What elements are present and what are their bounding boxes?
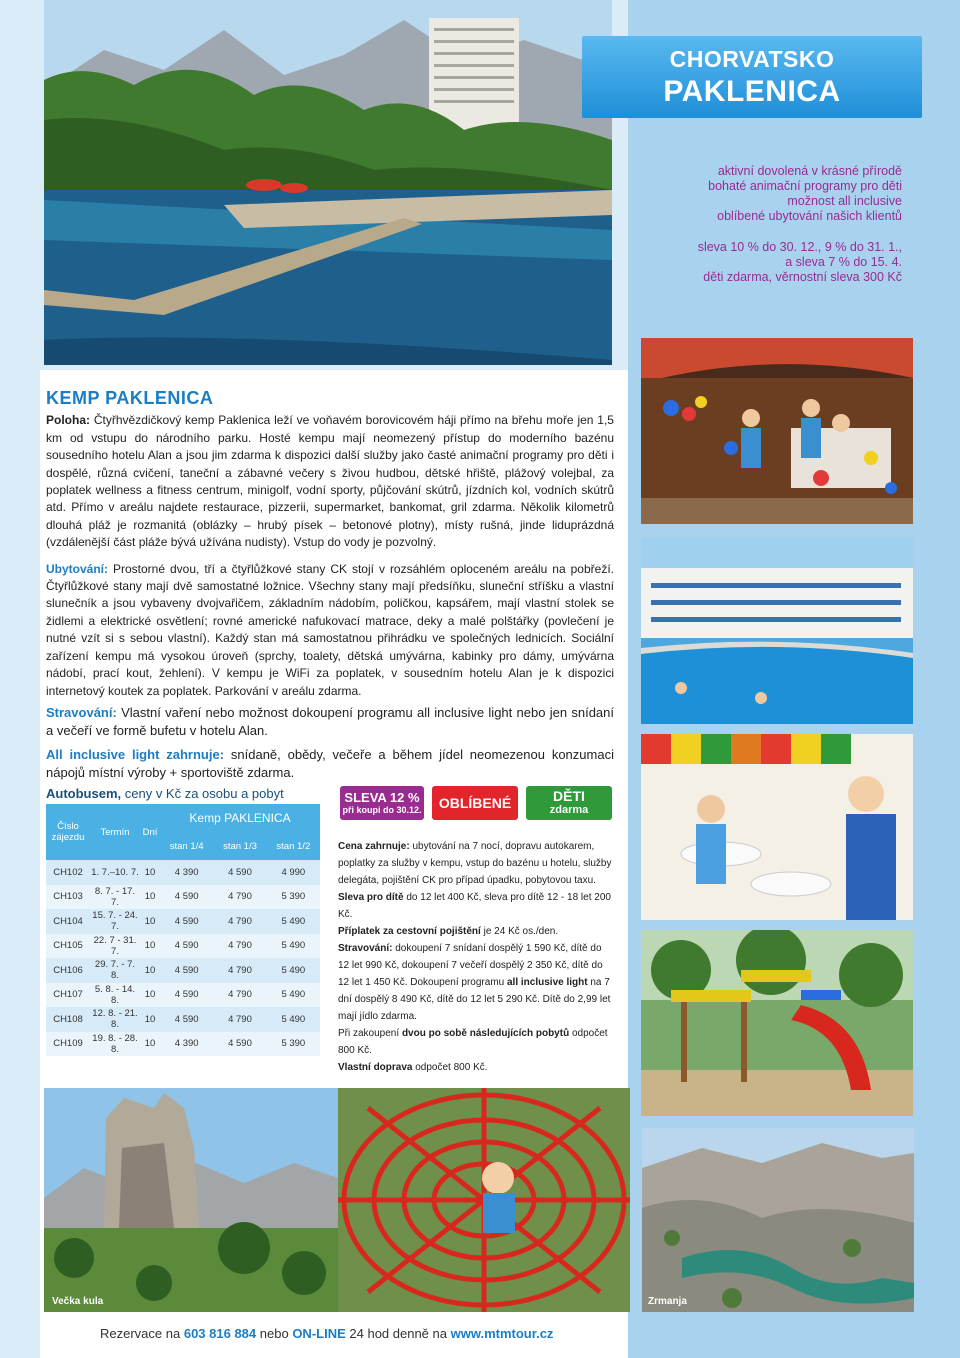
table-cell-code: CH105 bbox=[46, 934, 90, 959]
table-cell-s4: 4 390 bbox=[160, 860, 213, 885]
table-cell-days: 10 bbox=[140, 934, 160, 959]
child-discount bbox=[338, 889, 612, 923]
table-cell-s2: 5 390 bbox=[267, 1032, 320, 1057]
table-cell-s3: 4 790 bbox=[213, 934, 266, 959]
footer bbox=[100, 1326, 553, 1341]
rope-climb-photo bbox=[338, 1088, 630, 1312]
playground-photo bbox=[641, 930, 913, 1116]
destination-header bbox=[582, 36, 922, 118]
table-cell-days: 10 bbox=[140, 885, 160, 910]
table-row bbox=[46, 1007, 320, 1032]
own-transport-label: Vlastní doprava bbox=[338, 1062, 413, 1073]
table-cell-s3: 4 790 bbox=[213, 958, 266, 983]
promo-line: bohaté animační programy pro děti bbox=[708, 179, 902, 193]
insurance-label: Příplatek za cestovní pojištění bbox=[338, 926, 481, 937]
website-link[interactable]: www.mtmtour.cz bbox=[450, 1326, 554, 1341]
discount-badge-sub: při koupi do 30.12. bbox=[342, 805, 422, 815]
promo-block bbox=[640, 164, 902, 285]
promo-line: možnost all inclusive bbox=[787, 194, 902, 208]
promo-line: oblíbené ubytování našich klientů bbox=[717, 209, 902, 223]
pool-photo bbox=[641, 538, 913, 724]
child-discount-text: do 12 let 400 Kč, sleva pro dítě 12 - 18 let 200 Kč. bbox=[338, 892, 611, 920]
price-table-title bbox=[46, 786, 284, 801]
col-stan-14: stan 1/4 bbox=[160, 832, 213, 860]
table-cell-code: CH103 bbox=[46, 885, 90, 910]
table-title-bold: Autobusem, bbox=[46, 786, 122, 801]
table-cell-s2: 5 490 bbox=[267, 934, 320, 959]
accommodation-label: Ubytování: bbox=[46, 561, 109, 576]
table-cell-s3: 4 790 bbox=[213, 909, 266, 934]
table-cell-s3: 4 590 bbox=[213, 1032, 266, 1057]
table-cell-term: 15. 7. - 24. 7. bbox=[90, 909, 140, 934]
table-cell-code: CH106 bbox=[46, 958, 90, 983]
table-cell-s2: 5 490 bbox=[267, 909, 320, 934]
own-transport bbox=[338, 1059, 612, 1076]
table-cell-code: CH107 bbox=[46, 983, 90, 1008]
location-label: Poloha: bbox=[46, 413, 90, 428]
table-cell-term: 5. 8. - 14. 8. bbox=[90, 983, 140, 1008]
table-cell-days: 10 bbox=[140, 1007, 160, 1032]
table-cell-s3: 4 790 bbox=[213, 885, 266, 910]
popular-badge-text: OBLÍBENÉ bbox=[438, 795, 512, 811]
table-cell-s4: 4 590 bbox=[160, 909, 213, 934]
price-info bbox=[338, 838, 612, 1076]
table-cell-code: CH102 bbox=[46, 860, 90, 885]
consec-post: odpočet 800 Kč. bbox=[338, 1028, 608, 1056]
table-cell-s4: 4 590 bbox=[160, 934, 213, 959]
table-cell-days: 10 bbox=[140, 983, 160, 1008]
discount-badge bbox=[340, 786, 424, 820]
table-cell-code: CH109 bbox=[46, 1032, 90, 1057]
board-info-text2: na 7 dní dospělý 8 490 Kč, dítě do 12 let 5 290 Kč. Dítě do 2,99 let mají jídlo zdarma. bbox=[338, 977, 611, 1022]
camp-title: KEMP PAKLENICA bbox=[46, 388, 214, 408]
table-cell-days: 10 bbox=[140, 860, 160, 885]
table-row bbox=[46, 934, 320, 959]
footer-mid2: 24 hod denně na bbox=[349, 1326, 447, 1341]
discount-line: děti zdarma, věrnostní sleva 300 Kč bbox=[703, 270, 902, 284]
col-group: Kemp PAKLENICA bbox=[160, 804, 320, 832]
table-cell-s3: 4 790 bbox=[213, 1007, 266, 1032]
table-cell-s4: 4 590 bbox=[160, 958, 213, 983]
left-caption: Večka kula bbox=[52, 1296, 104, 1307]
col-term: Termín bbox=[90, 804, 140, 860]
insurance bbox=[338, 923, 612, 940]
kids-badge-main: DĚTI bbox=[553, 788, 585, 804]
phone-number[interactable]: 603 816 884 bbox=[183, 1326, 257, 1341]
table-cell-s4: 4 590 bbox=[160, 885, 213, 910]
right-caption: Zrmanja bbox=[648, 1296, 687, 1307]
vecka-kula-photo bbox=[44, 1088, 338, 1312]
price-includes bbox=[338, 838, 612, 889]
board-info-bold: all inclusive light bbox=[507, 977, 588, 988]
table-cell-term: 8. 7. - 17. 7. bbox=[90, 885, 140, 910]
board-info-label: Stravování: bbox=[338, 943, 393, 954]
consec-pre: Při zakoupení bbox=[338, 1028, 400, 1039]
table-cell-term: 22. 7 - 31. 7. bbox=[90, 934, 140, 959]
board-info-text: dokoupení 7 snídaní dospělý 1 590 Kč, dítě do 12 let 990 Kč, dokoupení 7 večeří dospělý 2 350 Kč, dítě do 12 let 1 450 Kč. Dokoupení programu bbox=[338, 943, 603, 988]
harbour-photo bbox=[44, 0, 612, 365]
table-title-rest: ceny v Kč za osobu a pobyt bbox=[124, 786, 284, 801]
table-cell-s3: 4 590 bbox=[213, 860, 266, 885]
popular-badge bbox=[432, 786, 518, 820]
all-inclusive-label: All inclusive light zahrnuje: bbox=[46, 746, 225, 762]
price-table bbox=[46, 804, 320, 1056]
table-cell-term: 29. 7. - 7. 8. bbox=[90, 958, 140, 983]
table-cell-s4: 4 590 bbox=[160, 983, 213, 1008]
table-row bbox=[46, 958, 320, 983]
discount-line: a sleva 7 % do 15. 4. bbox=[785, 255, 902, 269]
table-cell-days: 10 bbox=[140, 1032, 160, 1057]
col-number: Číslo zájezdu bbox=[46, 804, 90, 860]
table-cell-code: CH104 bbox=[46, 909, 90, 934]
table-cell-code: CH108 bbox=[46, 1007, 90, 1032]
table-cell-term: 1. 7.–10. 7. bbox=[90, 860, 140, 885]
table-row bbox=[46, 1032, 320, 1057]
board-text: Vlastní vaření nebo možnost dokoupení programu all inclusive light nebo jen snídaní a večeří ve formě bufetu v hotelu Alan. bbox=[46, 704, 614, 738]
col-stan-12: stan 1/2 bbox=[267, 832, 320, 860]
insurance-text: je 24 Kč os./den. bbox=[483, 926, 559, 937]
table-cell-term: 12. 8. - 21. 8. bbox=[90, 1007, 140, 1032]
footer-mid: nebo bbox=[259, 1326, 289, 1341]
table-cell-s2: 4 990 bbox=[267, 860, 320, 885]
location-text: Čtyřhvězdičkový kemp Paklenica leží ve voňavém borovicovém háji přímo na břehu moře jen 1,5 km od vstupu do národního parku. Hosté kempu mají neomezený přístup do moderního bazénu sousedního hotelu Alan a jsou jim zdarma k dispozici další služby jako časté animační programy pro děti i dospělé, různá cvičení, taneční a zábavné večery s živou hudbou, dětské hřiště, plážový volejbal, za poplatek wellness a fitness centrum, minigolf, vodní sporty, půjčování skútrů, jízdních kol, vodních skútrů atd. Přímo v areálu najdete restaurace, pizzerii, supermarket, bankomat, gril zdarma. Několik kilometrů dlouhá pláž je rozmanitá (oblázky – hrubý písek – betonové plotny), místy rušná, jinde liduprázdná (vzdálenější část pláže bývá užívána nudisty). Vstup do vody je pozvolný. bbox=[46, 413, 614, 550]
board-label: Stravování: bbox=[46, 704, 117, 720]
country-title: CHORVATSKO bbox=[669, 46, 835, 72]
table-cell-s2: 5 390 bbox=[267, 885, 320, 910]
table-cell-s4: 4 390 bbox=[160, 1032, 213, 1057]
table-cell-days: 10 bbox=[140, 909, 160, 934]
location-paragraph bbox=[46, 412, 614, 551]
board-info bbox=[338, 940, 612, 1025]
table-cell-s4: 4 590 bbox=[160, 1007, 213, 1032]
own-transport-text: odpočet 800 Kč. bbox=[415, 1062, 488, 1073]
zrmanja-photo bbox=[642, 1128, 914, 1312]
table-row bbox=[46, 860, 320, 885]
accommodation-paragraph bbox=[46, 561, 614, 700]
all-inclusive-paragraph bbox=[46, 746, 614, 782]
table-cell-s2: 5 490 bbox=[267, 983, 320, 1008]
table-cell-term: 19. 8. - 28. 8. bbox=[90, 1032, 140, 1057]
discount-line: sleva 10 % do 30. 12., 9 % do 31. 1., bbox=[697, 240, 902, 254]
party-photo bbox=[641, 338, 913, 524]
consecutive-stays bbox=[338, 1025, 612, 1059]
promo-line: aktivní dovolená v krásné přírodě bbox=[717, 164, 902, 178]
child-discount-label: Sleva pro dítě bbox=[338, 892, 404, 903]
price-includes-text: ubytování na 7 nocí, dopravu autokarem, poplatky za služby v kempu, vstup do bazénu u hotelu, služby delegáta, pojištění CK pro případ úpadku, pobytovou taxu. bbox=[338, 841, 612, 886]
table-cell-s2: 5 490 bbox=[267, 1007, 320, 1032]
kids-free-badge bbox=[526, 786, 612, 820]
all-inclusive-text: snídaně, obědy, večeře a během jídel neomezenou konzumaci nápojů místní výroby + sportoviště zdarma. bbox=[46, 746, 614, 780]
kids-washroom-photo bbox=[641, 734, 913, 920]
footer-pre: Rezervace na bbox=[100, 1326, 181, 1341]
table-row bbox=[46, 909, 320, 934]
col-days: Dní bbox=[140, 804, 160, 860]
table-cell-s3: 4 790 bbox=[213, 983, 266, 1008]
destination-title: PAKLENICA bbox=[663, 75, 841, 108]
accommodation-text: Prostorné dvou, tří a čtyřlůžkové stany CK stojí v rozsáhlém oploceném areálu na pobřeží. Čtyřlůžkové stany mají dvě samostatné ložnice. Všechny stany mají předsíňku, sluneční stříšku a vlastní slunečník a jsou vybaveny dvojvařičem, základním nádobím, poličkou, kapsářem, mají vlastní stolek se židlemi a elektrické osvětlení; rovné americké nafukovací matrace, deky a malé polštářky (povlečení je nutné vzít si s sebou vlastní). Každý stan má samostatnou přihrádku ve společných lednicích. Sociální zařízení kempu má vysokou úroveň (sprchy, toalety, dětská umývárna, kabinky pro dámy, umývárna nádobí, prací kout, žehlení). V kempu je WiFi za poplatek, v sousedním hotelu Alan je k dispozici internetový koutek za poplatek. Parkování v areálu zdarma. bbox=[46, 561, 614, 698]
consec-bold: dvou po sobě následujících pobytů bbox=[401, 1028, 570, 1039]
col-stan-13: stan 1/3 bbox=[213, 832, 266, 860]
board-paragraph bbox=[46, 704, 614, 740]
table-cell-days: 10 bbox=[140, 958, 160, 983]
table-row bbox=[46, 983, 320, 1008]
table-row bbox=[46, 885, 320, 910]
kids-badge-sub: zdarma bbox=[549, 804, 589, 816]
left-band bbox=[0, 0, 40, 1358]
online-label: ON-LINE bbox=[292, 1326, 346, 1341]
table-cell-s2: 5 490 bbox=[267, 958, 320, 983]
camp-description bbox=[46, 390, 614, 786]
discount-badge-main: SLEVA 12 % bbox=[344, 790, 420, 805]
price-includes-label: Cena zahrnuje: bbox=[338, 841, 410, 852]
